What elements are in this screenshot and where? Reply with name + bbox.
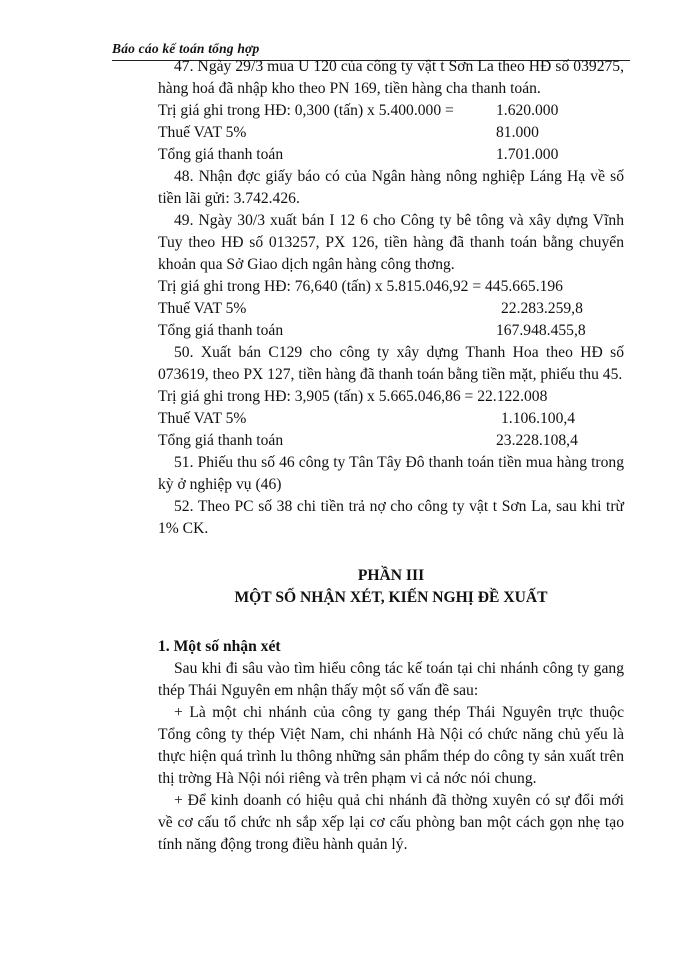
section-paragraph: + Là một chi nhánh của công ty gang thép Thái Nguyên trực thuộc Tổng công ty thép Việt Nam, chi nhánh Hà Nội có chức năng chủ yếu là thực hiện quá trình lu thông những sản phẩm thép do công ty sản xuất trên thị trờng Hà Nội nói riêng và trên phạm vi cả nớc nói chung.: [158, 704, 624, 787]
item-51: 51. Phiếu thu số 46 công ty Tân Tây Đô thanh toán tiền mua hàng trong kỳ ở nghiệp vụ (46): [158, 454, 624, 493]
amount-row: Thuế VAT 5% 1.106.100,4: [158, 410, 576, 427]
item-48: 48. Nhận đợc giấy báo có của Ngân hàng nông nghiệp Láng Hạ về số tiền lãi gửi: 3.742.426.: [158, 168, 624, 207]
item-47: 47. Ngày 29/3 mua U 120 của công ty vật t Sơn La theo HĐ số 039275, hàng hoá đã nhập kho theo PN 169, tiền hàng cha thanh toán.: [158, 58, 624, 97]
amount-row: Trị giá ghi trong HĐ: 0,300 (tấn) x 5.400.000 = 1.620.000: [158, 102, 559, 119]
document-body: [158, 56, 624, 856]
item-52: 52. Theo PC số 38 chi tiền trả nợ cho công ty vật t Sơn La, sau khi trừ 1% CK.: [158, 498, 624, 537]
amount-row: Tổng giá thanh toán 1.701.000: [158, 146, 559, 163]
item-49-amounts: [158, 276, 624, 342]
amount-row: Tổng giá thanh toán 167.948.455,8: [158, 322, 586, 339]
item-47-amounts: [158, 100, 624, 166]
amount-row: Thuế VAT 5% 81.000: [158, 124, 539, 141]
item-50: 50. Xuất bán C129 cho công ty xây dựng Thanh Hoa theo HĐ số 073619, theo PX 127, tiền hàng đã thanh toán bằng tiền mặt, phiếu thu 45.: [158, 344, 624, 383]
amount-row: Tổng giá thanh toán 23.228.108,4: [158, 432, 578, 449]
item-50-amounts: [158, 386, 624, 452]
item-49: 49. Ngày 30/3 xuất bán I 12 6 cho Công ty bê tông và xây dựng Vĩnh Tuy theo HĐ số 013257, PX 126, tiền hàng đã thanh toán bằng chuyển khoản qua Sở Giao dịch ngân hàng công thơng.: [158, 212, 624, 273]
section-paragraph: Sau khi đi sâu vào tìm hiểu công tác kế toán tại chi nhánh công ty gang thép Thái Nguyên em nhận thấy một số vấn đề sau:: [158, 660, 624, 699]
header-title: Báo cáo kế toán tổng hợp: [112, 41, 260, 56]
amount-row: Trị giá ghi trong HĐ: 76,640 (tấn) x 5.815.046,92 = 445.665.196: [158, 278, 563, 295]
amount-row: Thuế VAT 5% 22.283.259,8: [158, 300, 583, 317]
section-heading: 1. Một số nhận xét: [158, 638, 281, 655]
part-title: PHẦN III: [357, 567, 425, 584]
amount-row: Trị giá ghi trong HĐ: 3,905 (tấn) x 5.665.046,86 = 22.122.008: [158, 388, 548, 405]
section-paragraph: + Để kinh doanh có hiệu quả chi nhánh đã thờng xuyên có sự đổi mới về cơ cấu tổ chức nh sắp xếp lại cơ cấu phòng ban một cách gọn nhẹ tạo tính năng động trong điều hành quản lý.: [158, 792, 624, 853]
part-subtitle: MỘT SỐ NHẬN XÉT, KIẾN NGHỊ ĐỀ XUẤT: [234, 589, 548, 606]
